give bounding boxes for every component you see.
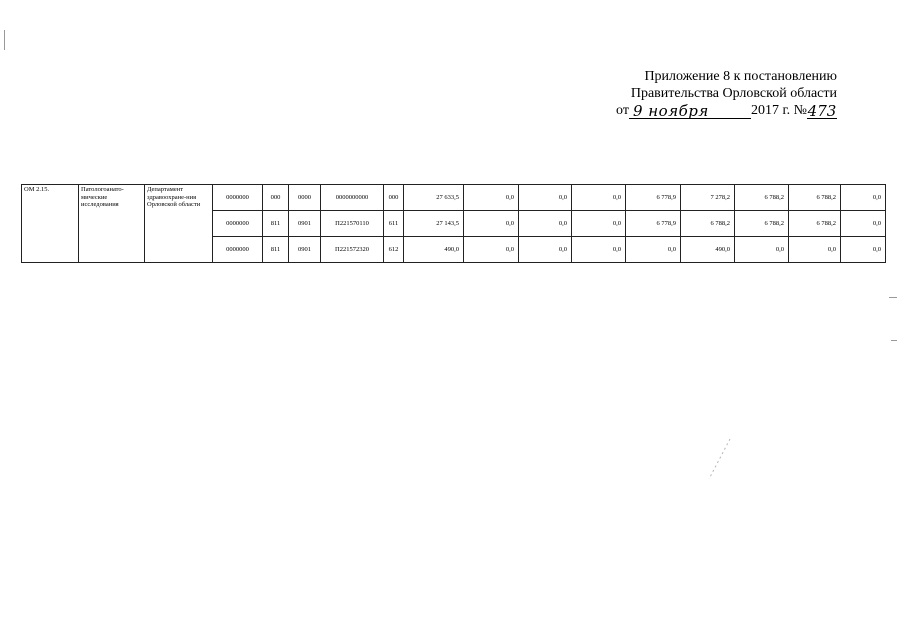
csr-cell: 0000000000	[321, 185, 384, 211]
vr-cell: 612	[384, 237, 404, 263]
value-cell: 0,0	[464, 211, 519, 237]
value-cell: 0,0	[626, 237, 681, 263]
value-cell: 0,0	[789, 237, 841, 263]
budget-table	[21, 184, 885, 263]
value-cell: 0,0	[841, 237, 886, 263]
value-cell: 0,0	[519, 185, 572, 211]
value-cell: 490,0	[681, 237, 735, 263]
total-cell: 27 143,5	[404, 211, 464, 237]
vr-cell: 000	[384, 185, 404, 211]
scan-edge-mark	[889, 297, 897, 298]
grbs-cell: 0000000	[213, 185, 263, 211]
year-label: 2017 г. №	[750, 103, 807, 118]
grbs-code-cell: 811	[263, 237, 289, 263]
value-cell: 0,0	[572, 237, 626, 263]
value-cell: 0,0	[841, 211, 886, 237]
grbs-code-cell: 811	[263, 211, 289, 237]
value-cell: 0,0	[735, 237, 789, 263]
vr-cell: 611	[384, 211, 404, 237]
date-prefix: от	[616, 103, 629, 118]
appendix-date-line	[602, 102, 837, 119]
value-cell: 0,0	[572, 211, 626, 237]
rzpr-cell: 0901	[289, 237, 321, 263]
scan-edge-mark	[4, 30, 5, 50]
scan-stroke-mark	[705, 435, 735, 485]
row-name-cell: Патологоанато-мические исследования	[79, 185, 145, 263]
row-department-cell: Департамент здравоохране-ния Орловской области	[145, 185, 213, 263]
handwritten-date: 9 ноября	[629, 104, 751, 119]
value-cell: 0,0	[519, 211, 572, 237]
handwritten-number: 473	[807, 102, 837, 120]
grbs-cell: 0000000	[213, 211, 263, 237]
value-cell: 6 788,2	[735, 185, 789, 211]
value-cell: 6 788,2	[789, 211, 841, 237]
value-cell: 0,0	[464, 237, 519, 263]
total-cell: 490,0	[404, 237, 464, 263]
value-cell: 6 788,2	[735, 211, 789, 237]
grbs-code-cell: 000	[263, 185, 289, 211]
value-cell: 0,0	[841, 185, 886, 211]
grbs-cell: 0000000	[213, 237, 263, 263]
csr-cell: П221572320	[321, 237, 384, 263]
value-cell: 0,0	[519, 237, 572, 263]
value-cell: 6 778,9	[626, 185, 681, 211]
rzpr-cell: 0901	[289, 211, 321, 237]
total-cell: 27 633,5	[404, 185, 464, 211]
table-row	[22, 185, 886, 211]
csr-cell: П221570110	[321, 211, 384, 237]
appendix-header	[602, 68, 837, 119]
row-code-cell: ОМ 2.15.	[22, 185, 79, 263]
appendix-authority: Правительства Орловской области	[630, 86, 837, 101]
value-cell: 7 278,2	[681, 185, 735, 211]
value-cell: 0,0	[464, 185, 519, 211]
value-cell: 0,0	[572, 185, 626, 211]
rzpr-cell: 0000	[289, 185, 321, 211]
value-cell: 6 778,9	[626, 211, 681, 237]
appendix-title: Приложение 8 к постановлению	[644, 69, 837, 84]
value-cell: 6 788,2	[681, 211, 735, 237]
scan-edge-mark	[891, 340, 897, 341]
value-cell: 6 788,2	[789, 185, 841, 211]
